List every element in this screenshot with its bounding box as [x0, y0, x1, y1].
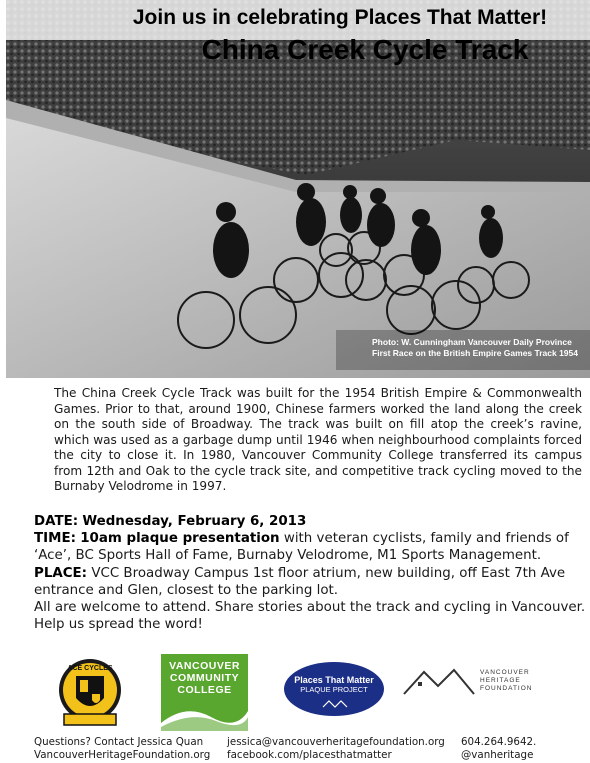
mountain-roof-icon — [402, 666, 476, 696]
vcc-logo-line1: VANCOUVER — [169, 660, 240, 672]
time-value-rest: with veteran cyclists, family and friends of ‘Ace’, BC Sports Hall of Fame, Burnaby Velodrome, M1 Sports Management. — [34, 531, 569, 564]
photo-caption-line1: Photo: W. Cunningham Vancouver Daily Province — [372, 337, 572, 347]
date-label: DATE: — [34, 514, 79, 529]
headline-celebrating: Join us in celebrating Places That Matter! — [132, 6, 548, 29]
date-value: Wednesday, February 6, 2013 — [82, 514, 307, 529]
footer-facebook-link[interactable]: facebook.com/placesthatmatter — [227, 748, 392, 761]
ptm-logo-line2: PLAQUE PROJECT — [300, 685, 368, 694]
place-line — [34, 565, 586, 599]
footer-online-col — [227, 736, 445, 761]
footer-contact: Questions? Contact Jessica Quan — [34, 736, 204, 748]
vcc-wave-icon — [161, 701, 248, 731]
history-paragraph: The China Creek Cycle Track was built for the 1954 British Empire & Commonwealth Games. Prior to that, around 1900, Chinese farmers worked the land along the creek on the south side of Broadway. The track was built on fill atop the creek’s ravine, which was used as a garbage dump until 1946 when neighbourhood complaints forced the city to close it. In 1980, Vancouver Community College transferred its campus from 12th and Oak to the cycle track site, and competitive track cycling moved to the Burnaby Velodrome in 1997. — [54, 386, 582, 493]
place-label: PLACE: — [34, 565, 88, 581]
vcc-logo-line2: COMMUNITY — [169, 672, 240, 684]
footer-email-link[interactable]: jessica@vancouverheritagefoundation.org — [227, 736, 445, 748]
ace-cycles-logo — [58, 656, 122, 728]
footer-phone-col — [461, 736, 536, 761]
ptm-logo-line1: Places That Matter — [294, 675, 374, 685]
event-details — [34, 513, 586, 633]
headline-title: China Creek Cycle Track — [201, 34, 529, 65]
time-line — [34, 530, 586, 564]
places-that-matter-logo — [283, 661, 385, 717]
time-label: TIME: — [34, 531, 76, 547]
vcc-logo — [161, 654, 248, 731]
ace-cycles-logo-text: ACE CYCLES — [67, 665, 113, 672]
footer-website-link[interactable]: VancouverHeritageFoundation.org — [34, 748, 211, 761]
spread-line: Help us spread the word! — [34, 617, 203, 633]
footer-phone: 604.264.9642. — [461, 736, 537, 748]
time-value-bold: 10am plaque presentation — [80, 531, 280, 547]
footer-twitter-link[interactable]: @vanheritage — [461, 748, 534, 761]
date-line — [34, 513, 586, 530]
vhf-logo-line1: VANCOUVER — [480, 669, 530, 676]
welcome-line: All are welcome to attend. Share stories about the track and cycling in Vancouver. — [34, 600, 586, 616]
vancouver-heritage-foundation-logo — [402, 664, 552, 700]
footer-contact-col — [34, 736, 210, 761]
vhf-logo-line3: FOUNDATION — [480, 685, 533, 692]
vhf-logo-line2: HERITAGE — [480, 677, 521, 684]
vcc-logo-line3: COLLEGE — [177, 684, 232, 696]
place-value: VCC Broadway Campus 1st floor atrium, new building, off East 7th Ave entrance and Glen, closest to the parking lot. — [34, 565, 566, 598]
photo-caption-line2: First Race on the British Empire Games Track 1954 — [372, 348, 578, 358]
photo-caption — [372, 337, 578, 359]
